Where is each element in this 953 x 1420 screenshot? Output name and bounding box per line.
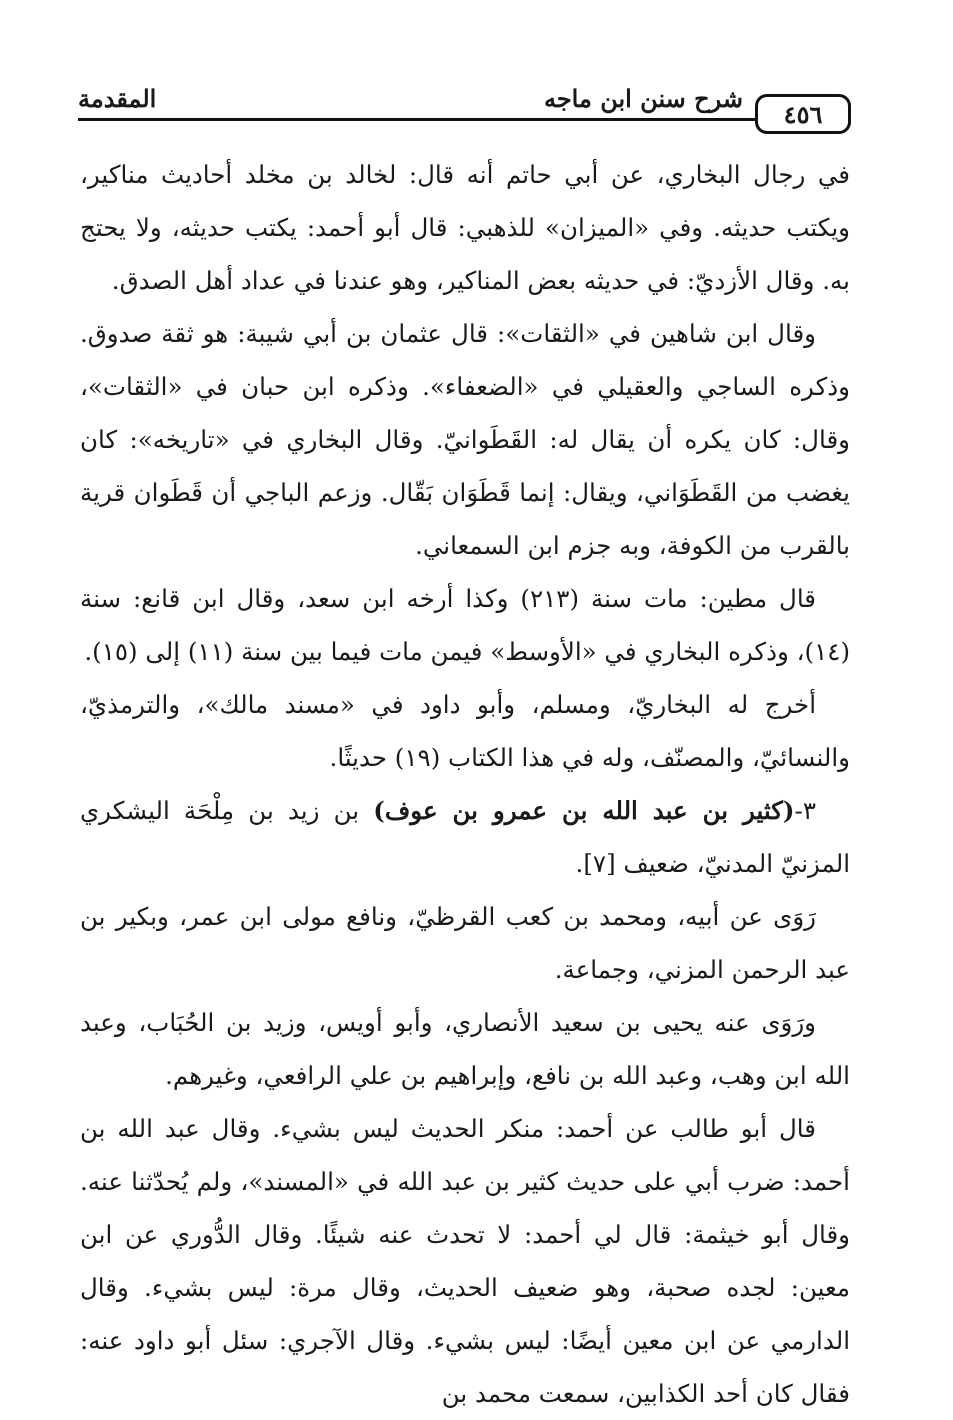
book-title: شرح سنن ابن ماجه [543,84,743,113]
section-title: المقدمة [78,84,157,113]
page-number: ٤٥٦ [755,94,851,134]
narrator-lineage: بن زيد بن مِلْحَة اليشكري المزنيّ المدنيّ، ضعيف [٧]. [80,796,850,878]
paragraph-4: أخرج له البخاريّ، ومسلم، وأبو داود في «مسند مالك»، والترمذيّ، والنسائيّ، والمصنّف، وله في هذا الكتاب (١٩) حديثًا. [80,690,850,772]
paragraph-5 [80,784,850,890]
body-text [80,148,850,1420]
paragraph-8: قال أبو طالب عن أحمد: منكر الحديث ليس بشيء. وقال عبد الله بن أحمد: ضرب أبي على حديث كثير بن عبد الله في «المسند»، ولم يُحدّثنا عنه. وقال أبو خيثمة: قال لي أحمد: لا تحدث عنه شيئًا. وقال الدُّوري عن ابن معين: لجده صحبة، وهو ضعيف الحديث، وقال مرة: ليس بشيء. وقال الدارمي عن ابن معين أيضًا: ليس بشيء. وقال الآجري: سئل أبو داود عنه: فقال كان أحد الكذابين، سمعت محمد بن [80,1114,850,1408]
paragraph-3: قال مطين: مات سنة (٢١٣) وكذا أرخه ابن سعد، وقال ابن قانع: سنة (١٤)، وذكره البخاري في «الأوسط» فيمن مات فيما بين سنة (١١) إلى (١٥). [80,584,850,666]
paragraph-1: في رجال البخاري، عن أبي حاتم أنه قال: لخالد بن مخلد أحاديث مناكير، ويكتب حديثه. وفي «الميزان» للذهبي: قال أبو أحمد: يكتب حديثه، ولا يحتج به. وقال الأزديّ: في حديثه بعض المناكير، وهو عندنا في عداد أهل الصدق. [80,160,850,295]
page-header [78,78,851,130]
paragraph-7: ورَوَى عنه يحيى بن سعيد الأنصاري، وأبو أويس، وزيد بن الحُبَاب، وعبد الله ابن وهب، وعبد الله بن نافع، وإبراهيم بن علي الرافعي، وغيرهم. [80,1008,850,1090]
paragraph-6: رَوَى عن أبيه، ومحمد بن كعب القرظيّ، ونافع مولى ابن عمر، وبكير بن عبد الرحمن المزني، وجماعة. [80,902,850,984]
paragraph-2: وقال ابن شاهين في «الثقات»: قال عثمان بن أبي شيبة: هو ثقة صدوق. وذكره الساجي والعقيلي في «الضعفاء». وذكره ابن حبان في «الثقات»، وقال: كان يكره أن يقال له: القَطَوانيّ. وقال البخاري في «تاريخه»: كان يغضب من القَطَوَاني، ويقال: إنما قَطَوَان بَقّال. وزعم الباجي أن قَطَوان قرية بالقرب من الكوفة، وبه جزم ابن السمعاني. [80,319,850,560]
entry-number: ٣- [794,796,816,825]
narrator-name: (كثير بن عبد الله بن عمرو بن عوف) [373,796,795,825]
header-rule [78,118,761,121]
